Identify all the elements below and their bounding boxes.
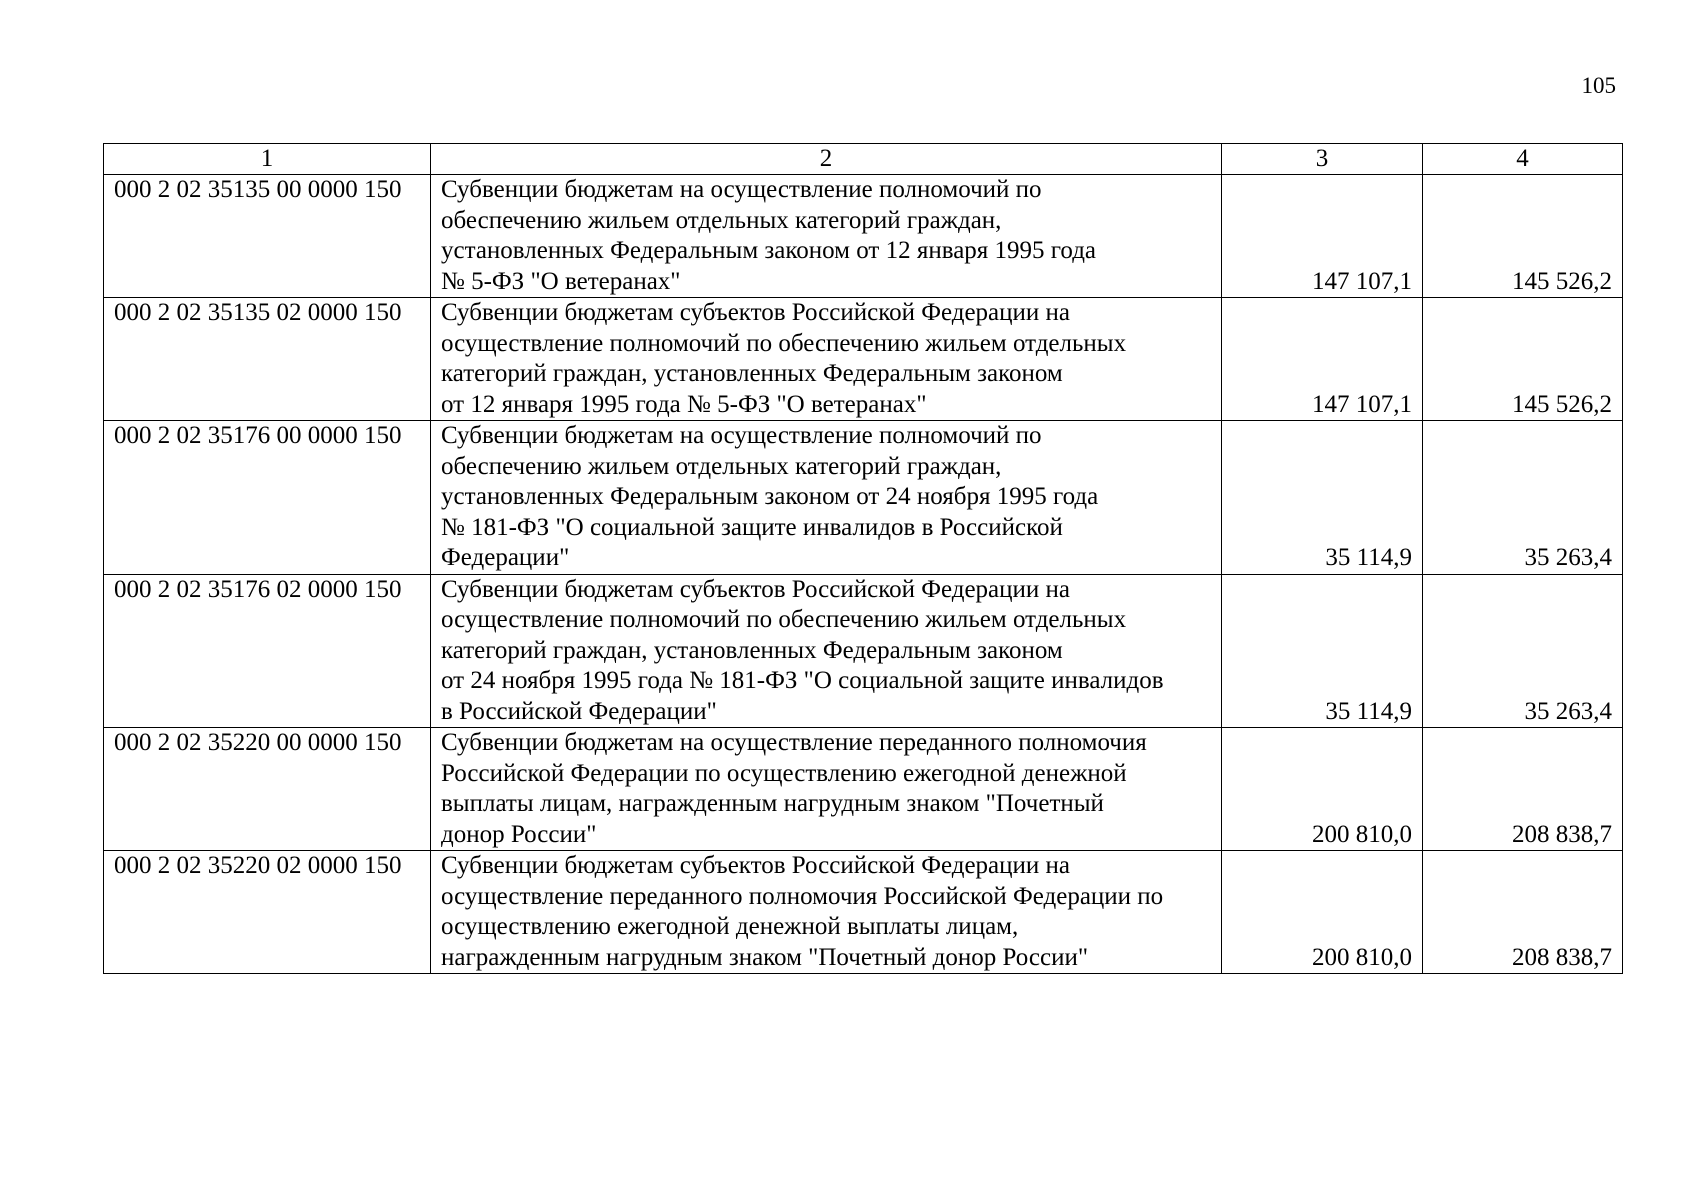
column-header-1: 1	[104, 144, 431, 175]
table-row	[104, 175, 1623, 298]
row-description: Субвенции бюджетам на осуществление полномочий по обеспечению жильем отдельных категорий граждан, установленных Федеральным законом от 12 января 1995 года № 5-ФЗ "О ветеранах"	[431, 175, 1222, 298]
column-header-2: 2	[431, 144, 1222, 175]
table-row	[104, 298, 1623, 421]
budget-code: 000 2 02 35135 00 0000 150	[104, 175, 431, 298]
row-description: Субвенции бюджетам субъектов Российской Федерации на осуществление переданного полномочия Российской Федерации по осуществлению ежегодной денежной выплаты лицам, награжденным нагрудным знаком "Почетный донор России"	[431, 851, 1222, 974]
column-header-4: 4	[1423, 144, 1623, 175]
budget-code: 000 2 02 35176 00 0000 150	[104, 421, 431, 575]
amount-col4: 35 263,4	[1423, 421, 1623, 575]
amount-col3: 200 810,0	[1222, 728, 1423, 851]
amount-col3: 200 810,0	[1222, 851, 1423, 974]
budget-code: 000 2 02 35220 02 0000 150	[104, 851, 431, 974]
row-description: Субвенции бюджетам субъектов Российской Федерации на осуществление полномочий по обеспечению жильем отдельных категорий граждан, установленных Федеральным законом от 12 января 1995 года № 5-ФЗ "О ветеранах"	[431, 298, 1222, 421]
amount-col4: 145 526,2	[1423, 175, 1623, 298]
table-row	[104, 728, 1623, 851]
amount-col4: 208 838,7	[1423, 728, 1623, 851]
amount-col3: 147 107,1	[1222, 175, 1423, 298]
budget-code: 000 2 02 35176 02 0000 150	[104, 574, 431, 728]
table-row	[104, 574, 1623, 728]
amount-col4: 35 263,4	[1423, 574, 1623, 728]
table-body	[104, 175, 1623, 974]
row-description: Субвенции бюджетам на осуществление переданного полномочия Российской Федерации по осуществлению ежегодной денежной выплаты лицам, награжденным нагрудным знаком "Почетный донор России"	[431, 728, 1222, 851]
amount-col3: 147 107,1	[1222, 298, 1423, 421]
amount-col3: 35 114,9	[1222, 574, 1423, 728]
row-description: Субвенции бюджетам субъектов Российской Федерации на осуществление полномочий по обеспечению жильем отдельных категорий граждан, установленных Федеральным законом от 24 ноября 1995 года № 181-ФЗ "О социальной защите инвалидов в Российской Федерации"	[431, 574, 1222, 728]
table-header	[104, 144, 1623, 175]
column-header-3: 3	[1222, 144, 1423, 175]
budget-code: 000 2 02 35220 00 0000 150	[104, 728, 431, 851]
budget-code: 000 2 02 35135 02 0000 150	[104, 298, 431, 421]
amount-col3: 35 114,9	[1222, 421, 1423, 575]
amount-col4: 145 526,2	[1423, 298, 1623, 421]
table-row	[104, 421, 1623, 575]
page-number: 105	[1581, 73, 1616, 98]
row-description: Субвенции бюджетам на осуществление полномочий по обеспечению жильем отдельных категорий граждан, установленных Федеральным законом от 24 ноября 1995 года № 181-ФЗ "О социальной защите инвалидов в Российской Федерации"	[431, 421, 1222, 575]
header-row	[104, 144, 1623, 175]
table-row	[104, 851, 1623, 974]
budget-table	[103, 143, 1623, 974]
amount-col4: 208 838,7	[1423, 851, 1623, 974]
